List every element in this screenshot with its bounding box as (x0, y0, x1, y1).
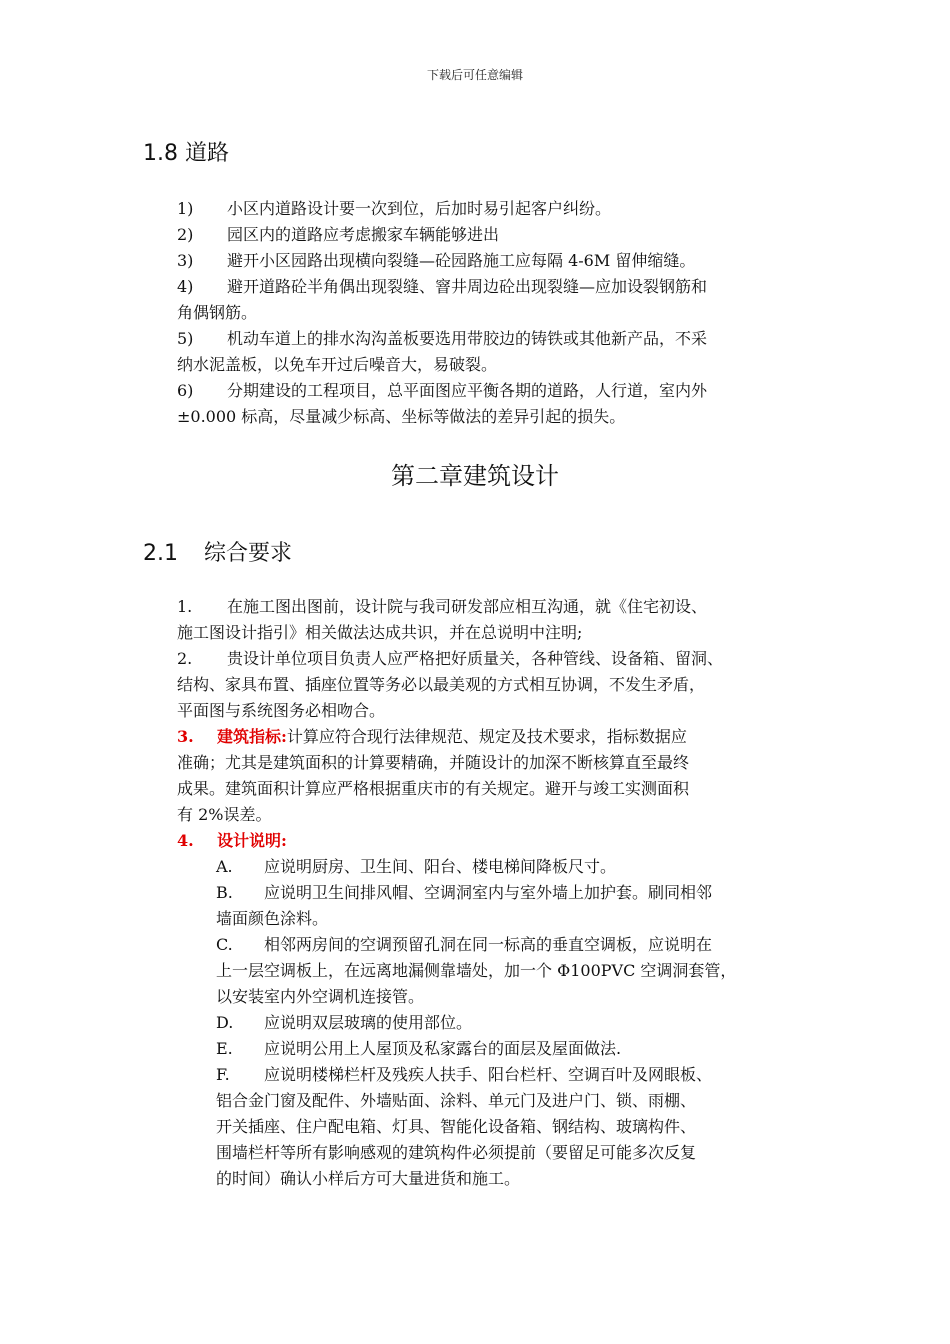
list-item: 1) 小区内道路设计要一次到位，后加时易引起客户纠纷。 (177, 199, 612, 218)
paragraph-continued: 平面图与系统图务必相吻合。 (177, 701, 386, 720)
paragraph-3: 3. 建筑指标:计算应符合现行法律规范、规定及技术要求，指标数据应 (177, 727, 687, 746)
chapter-title: 第二章建筑设计 (391, 462, 559, 490)
list-item: E. 应说明公用上人屋顶及私家露台的面层及屋面做法. (216, 1039, 622, 1058)
list-item-continued: 上一层空调板上，在远离地漏侧靠墙处，加一个 Φ100PVC 空调洞套管， (216, 961, 737, 980)
highlight-label: 建筑指标: (217, 727, 287, 746)
paragraph-continued: 成果。建筑面积计算应严格根据重庆市的有关规定。避开与竣工实测面积 (177, 779, 690, 798)
list-item: 6) 分期建设的工程项目，总平面图应平衡各期的道路，人行道，室内外 (177, 381, 708, 400)
list-item: B. 应说明卫生间排风帽、空调洞室内与室外墙上加护套。刷同相邻 (216, 883, 713, 902)
list-item-continued: 的时间）确认小样后方可大量进货和施工。 (216, 1169, 521, 1188)
list-item-continued: 开关插座、住户配电箱、灯具、智能化设备箱、钢结构、玻璃构件、 (216, 1117, 697, 1136)
list-item-continued: 围墙栏杆等所有影响感观的建筑构件必须提前（要留足可能多次反复 (216, 1143, 697, 1162)
paragraph-continued: 施工图设计指引》相关做法达成共识，并在总说明中注明; (177, 623, 583, 642)
paragraph-1: 1. 在施工图出图前，设计院与我司研发部应相互沟通，就《住宅初设、 (177, 597, 708, 616)
section-2-1-body (177, 594, 827, 854)
paragraph-2: 2. 贵设计单位项目负责人应严格把好质量关，各种管线、设备箱、留洞、 (177, 649, 724, 668)
list-item-continued: 纳水泥盖板，以免车开过后噪音大，易破裂。 (177, 355, 498, 374)
list-item: C. 相邻两房间的空调预留孔洞在同一标高的垂直空调板，应说明在 (216, 935, 713, 954)
list-item: 2) 园区内的道路应考虑搬家车辆能够进出 (177, 225, 500, 244)
list-item: 5) 机动车道上的排水沟沟盖板要选用带胶边的铸铁或其他新产品，不采 (177, 329, 708, 348)
list-item-continued: 墙面颜色涂料。 (216, 909, 329, 928)
list-item-continued: 以安装室内外空调机连接管。 (216, 987, 425, 1006)
list-item-continued: 铝合金门窗及配件、外墙贴面、涂料、单元门及进户门、锁、雨棚、 (216, 1091, 697, 1110)
section-heading-1-8: 1.8 道路 (143, 141, 229, 166)
section-heading-2-1: 2.1 综合要求 (143, 541, 293, 566)
list-item: F. 应说明楼梯栏杆及残疾人扶手、阳台栏杆、空调百叶及网眼板、 (216, 1065, 713, 1084)
list-item-continued: ±0.000 标高，尽量减少标高、坐标等做法的差异引起的损失。 (177, 407, 626, 426)
list-item: 3) 避开小区园路出现横向裂缝—砼园路施工应每隔 4-6M 留伸缩缝。 (177, 251, 696, 270)
design-notes-list (216, 854, 836, 1192)
paragraph-continued: 有 2%误差。 (177, 805, 272, 824)
highlight-label: 设计说明: (217, 831, 287, 850)
list-item: A. 应说明厨房、卫生间、阳台、楼电梯间降板尺寸。 (216, 857, 617, 876)
paragraph-continued: 结构、家具布置、插座位置等务必以最美观的方式相互协调，不发生矛盾， (177, 675, 706, 694)
list-item: 4) 避开道路砼半角偶出现裂缝、窨井周边砼出现裂缝—应加设裂钢筋和 (177, 277, 708, 296)
paragraph-continued: 准确；尤其是建筑面积的计算要精确，并随设计的加深不断核算直至最终 (177, 753, 690, 772)
list-item-continued: 角偶钢筋。 (177, 303, 258, 322)
list-item: D. 应说明双层玻璃的使用部位。 (216, 1013, 473, 1032)
paragraph-4: 4. 设计说明: (177, 831, 287, 850)
page-header: 下载后可任意编辑 (426, 68, 523, 82)
section-1-8-list (177, 196, 817, 430)
